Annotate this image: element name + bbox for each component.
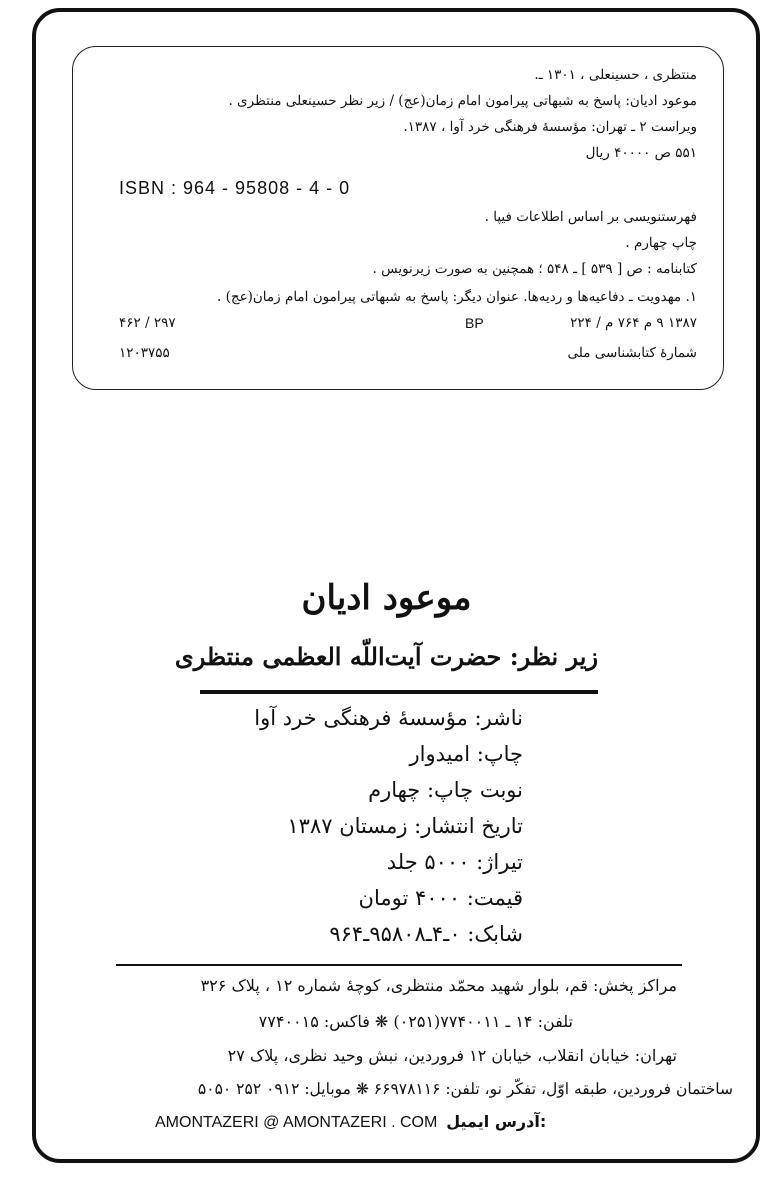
cip-natlib-number: ۱۲۰۳۷۵۵ [119, 345, 170, 361]
email-value: AMONTAZERI @ AMONTAZERI . COM [155, 1114, 438, 1131]
email-line [155, 1112, 546, 1132]
cip-bibliography: کتابنامه : ص [ ۵۳۹ ] ـ ۵۴۸ ؛ همچنین به صورت زیرنویس . [372, 261, 697, 277]
printer-line: چاپ: امیدوار [409, 742, 523, 766]
qom-phone: تلفن: ۱۴ ـ ۷۷۴۰۰۱۱(۰۲۵۱) ❋ فاکس: ۷۷۴۰۰۱۵ [258, 1012, 573, 1031]
tehran-phone: ساختمان فروردین، طبقه اوّل، تفکّر نو، تلفن: ۶۶۹۷۸۱۱۶ ❋ موبایل: ۰۹۱۲ ۲۵۲ ۵۰۵۰ [197, 1080, 733, 1098]
book-title: موعود ادیان [301, 578, 472, 618]
book-subtitle [0, 642, 773, 671]
cip-author: منتظری ، حسینعلی ، ۱۳۰۱ ـ. [534, 67, 697, 83]
cip-fipa: فهرستنویسی بر اساس اطلاعات فیپا . [484, 209, 697, 225]
cip-box [72, 46, 724, 390]
cip-pages: ۵۵۱ ص ۴۰۰۰۰ ریال [585, 145, 697, 161]
email-label: آدرس ایمیل: [446, 1112, 547, 1131]
title-divider [200, 690, 598, 694]
circulation-line: تیراژ: ۵۰۰۰ جلد [386, 850, 523, 874]
subtitle-name: حضرت آیت‌اللّه العظمی منتظری [174, 642, 502, 671]
cip-bp: BP [465, 315, 484, 331]
cip-natlib-label: شمارهٔ کتابشناسی ملی [567, 345, 697, 361]
cip-isbn: ISBN : 964 - 95808 - 4 - 0 [119, 178, 351, 198]
publisher-line: ناشر: مؤسسهٔ فرهنگی خرد آوا [254, 706, 523, 730]
price-line: قیمت: ۴۰۰۰ تومان [358, 886, 523, 910]
cip-edition: ویراست ۲ ـ تهران: مؤسسهٔ فرهنگی خرد آوا ، ۱۳۸۷. [403, 119, 697, 135]
cip-title: موعود ادیان: پاسخ به شبهاتی پیرامون امام زمان(عج) / زیر نظر حسینعلی منتظری . [228, 93, 697, 109]
cip-classification: ۱۳۸۷ ۹ م ۷۶۴ م / ۲۲۴ [570, 315, 697, 331]
subtitle-label: زیر نظر: [509, 642, 599, 671]
qom-address: مراکز پخش: قم، بلوار شهید محمّد منتظری، کوچهٔ شماره ۱۲ ، پلاک ۳۲۶ [200, 976, 677, 995]
cip-printing: چاپ چهارم . [625, 235, 697, 251]
edition-line: نوبت چاپ: چهارم [368, 778, 523, 802]
cip-subject: ۱. مهدویت ـ دفاعیه‌ها و ردیه‌ها. عنوان دیگر: پاسخ به شبهاتی پیرامون امام زمان(عج) . [217, 289, 697, 305]
distribution-divider [116, 964, 682, 966]
isbn-line: شابک: ۰ـ۴ـ۹۵۸۰۸ـ۹۶۴ [329, 922, 523, 946]
date-line: تاریخ انتشار: زمستان ۱۳۸۷ [287, 814, 523, 838]
cip-dewey: ۲۹۷ / ۴۶۲ [119, 315, 176, 331]
tehran-address: تهران: خیابان انقلاب، خیابان ۱۲ فروردین، نبش وحید نظری، پلاک ۲۷ [227, 1046, 677, 1065]
